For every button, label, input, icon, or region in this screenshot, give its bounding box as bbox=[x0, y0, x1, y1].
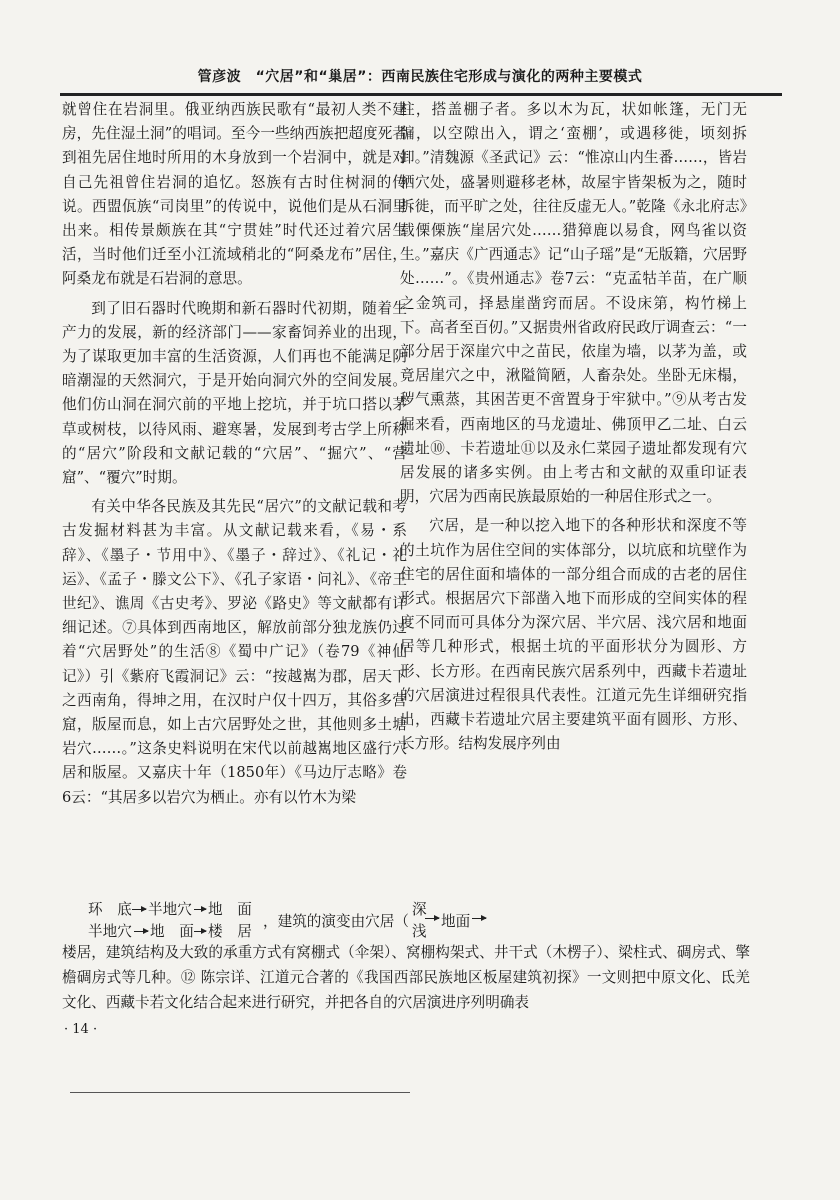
evo-shallow: 浅 bbox=[412, 923, 427, 940]
left-column bbox=[62, 98, 407, 815]
right-paragraph-2: 穴居，是一种以挖入地下的各种形状和深度不等的土坑作为居住空间的实体部分，以坑底和坑壁作为住宅的居住面和墙体的一部分组合而成的古老的居住形式。根据居穴下部凿入地下而形成的空间实体的程度不同而可具体分为深穴居、半穴居、浅穴居和地面居等几种形式，根据土坑的平面形状分为圆形、方形、长方形。在西南民族穴居系列中，西藏卡若遗址的穴居演进过程很具代表性。江道元先生详细研究指出，西藏卡若遗址穴居主要建筑平面有圆形、方形、长方形。结构发展序列由 bbox=[400, 517, 747, 753]
evo-top-2: 半地穴 bbox=[148, 901, 192, 918]
evo-arrow-after-ground bbox=[472, 918, 486, 919]
evo-top-3: 地 面 bbox=[208, 901, 252, 918]
right-column bbox=[400, 98, 747, 761]
evo-deep: 深 bbox=[412, 901, 427, 918]
page-number: · 14 · bbox=[64, 1022, 98, 1037]
evo-arrow-top-1 bbox=[132, 909, 146, 910]
left-paragraph-2: 到了旧石器时代晚期和新石器时代初期，随着生产力的发展，新的经济部门——家畜饲养业的出现，为了谋取更加丰富的生活资源，人们再也不能满足阴暗潮湿的天然洞穴，于是开始向洞穴外的空间发展。他们仿山洞在洞穴前的平地上挖坑，并于坑口搭以茅草或树枝，以待风雨、避寒暑，发展到考古学上所称的“居穴”阶段和文献记载的“穴居”、“掘穴”、“营窟”、“覆穴”时期。 bbox=[62, 299, 407, 487]
evo-middle-text: ，建筑的演变由穴居（ bbox=[263, 913, 409, 930]
footnote-rule bbox=[70, 1092, 410, 1093]
evo-top-1: 环 底 bbox=[88, 901, 132, 918]
evo-ground: 地面 bbox=[441, 913, 471, 930]
evo-arrow-bottom-1 bbox=[134, 931, 148, 932]
header-rule bbox=[60, 93, 782, 96]
evolution-sequence bbox=[80, 898, 780, 942]
bottom-paragraph: 楼居，建筑结构及大致的承重方式有窝棚式（伞架）、窝棚构架式、井干式（木楞子）、梁柱式、碉房式、擎檐碉房式等几种。⑫ 陈宗详、江道元合著的《我国西部民族地区板屋建筑初探》一文则把中原文化、氐羌文化、西藏卡若文化结合起来进行研究，并把各自的穴居演进序列明确表 bbox=[62, 944, 750, 1011]
running-header: 管彦波 “穴居”和“巢居”：西南民族住宅形成与演化的两种主要模式 bbox=[197, 69, 643, 85]
evo-bottom-1: 半地穴 bbox=[88, 923, 132, 940]
right-paragraph-1: 柱，搭盖棚子者。多以木为瓦，状如帐篷，无门无牖，以空隙出入，谓之‘蛮棚’，或遇移徙，顷刻拆卸。”清魏源《圣武记》云：“惟凉山内生番……，皆岩栖穴处，盛暑则避移老林，故屋宇皆架板为之，随时拆徙，而平旷之处，往往反虚无人。”乾隆《永北府志》载傈傈族“崖居穴处……猎獐鹿以易食，网鸟雀以资生。”嘉庆《广西通志》记“山子瑶”是“无版籍，穴居野处……”。《贵州通志》卷7云：“克孟牯羊苗，在广顺之金筑司，择悬崖凿窍而居。不设床第，构竹梯上下。高者至百仞。”又据贵州省政府民政厅调查云：“一部分居于深崖穴中之苗民，依崖为墙，以茅为盖，或竟居崖穴之中，湫隘简陋，人畜杂处。坐卧无床榻，秽气熏蒸，其困苦更不啻置身于牢狱中。”⑨从考古发掘来看，西南地区的马龙遗址、佛顶甲乙二址、白云遗址⑩、卡若遗址⑪以及永仁菜园子遗址都发现有穴居发展的诸多实例。由上考古和文献的双重印证表明，穴居为西南民族最原始的一种居住形式之一。 bbox=[400, 101, 747, 506]
evo-arrow-bottom-2 bbox=[194, 931, 206, 932]
evo-bottom-2: 地 面 bbox=[150, 923, 194, 940]
evo-bottom-3: 楼 居 bbox=[208, 923, 252, 940]
left-paragraph-3: 有关中华各民族及其先民“居穴”的文献记载和考古发掘材料甚为丰富。从文献记载来看，《易・系辞》、《墨子・节用中》、《墨子・辞过》、《礼记・礼运》、《孟子・滕文公下》、《孔子家语・问礼》、《帝王世纪》、谯周《古史考》、罗泌《路史》等文献都有详细记述。⑦具体到西南地区，解放前部分独龙族仍过着“穴居野处”的生活⑧《蜀中广记》（卷79《神仙记》）引《紫府飞霞洞记》云：“按越嶲为郡，居天下之西南角，得坤之用，在汉时户仅十四万，其俗多营窟，版屋而息，如上古穴居野处之世，其他则多土塘岩穴……。”这条史料说明在宋代以前越嶲地区盛行穴居和版屋。又嘉庆十年（1850年）《马边厅志略》卷6云：“其居多以岩穴为栖止。亦有以竹木为梁 bbox=[62, 498, 407, 806]
left-paragraph-1: 就曾住在岩洞里。俄亚纳西族民歌有“最初人类不建房，先住湿土洞”的唱词。至今一些纳西族把超度死者到祖先居住地时所用的木身放到一个岩洞中，就是对自己先祖曾住岩洞的追忆。怒族有古时住树洞的传说。西盟佤族“司岗里”的传说中，说他们是从石洞里出来。相传景颇族在其“宁贯娃”时代还过着穴居生活，当时他们迁至小江流域稍北的“阿桑龙布”居住，阿桑龙布就是石岩洞的意思。 bbox=[62, 101, 407, 288]
evo-arrow-top-2 bbox=[194, 909, 206, 910]
evo-arrow-to-ground bbox=[425, 918, 439, 919]
